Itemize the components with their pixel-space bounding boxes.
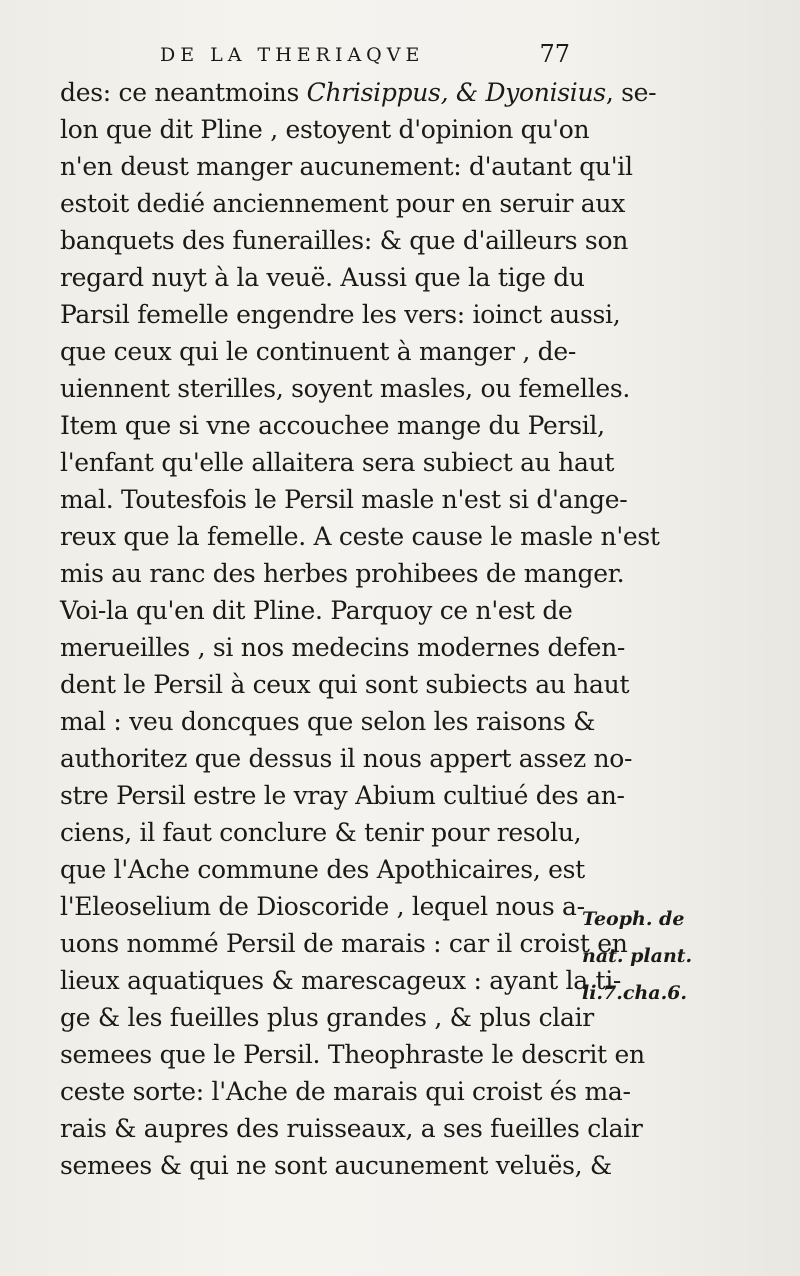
running-head: DE LA THERIAQVE (160, 44, 425, 66)
marginal-line: li.7.cha.6. (582, 982, 688, 1004)
text-line: lon que dit Pline , estoyent d'opinion qu'on (60, 115, 590, 144)
text-line: rais & aupres des ruisseaux, a ses fueilles clair (60, 1114, 643, 1143)
text-line: ciens, il faut conclure & tenir pour resolu, (60, 818, 582, 847)
marginal-note (582, 901, 712, 1012)
text-line: lieux aquatiques & marescageux : ayant la ti- (60, 966, 622, 995)
text-line: stre Persil estre le vray Abium cultiué des an- (60, 781, 625, 810)
text-line: authoritez que dessus il nous appert assez no- (60, 744, 633, 773)
text-line: mis au ranc des herbes prohibees de manger. (60, 559, 625, 588)
text-line: l'enfant qu'elle allaitera sera subiect au haut (60, 448, 615, 477)
text-line: estoit dedié anciennement pour en seruir aux (60, 189, 626, 218)
page-number: 77 (539, 40, 570, 68)
text-line: Parsil femelle engendre les vers: ioinct aussi, (60, 300, 621, 329)
text-line: uiennent sterilles, soyent masles, ou femelles. (60, 374, 631, 403)
text-line: que l'Ache commune des Apothicaires, est (60, 855, 585, 884)
text-line: semees que le Persil. Theophraste le descrit en (60, 1040, 645, 1069)
text-line: n'en deust manger aucunement: d'autant qu'il (60, 152, 633, 181)
text-line: regard nuyt à la veuë. Aussi que la tige du (60, 263, 585, 292)
text-line: Item que si vne accouchee mange du Persil, (60, 411, 605, 440)
text-line: uons nommé Persil de marais : car il croist en (60, 929, 628, 958)
text-line: semees & qui ne sont aucunement veluës, & (60, 1151, 612, 1180)
text-line: merueilles , si nos medecins modernes defen- (60, 633, 626, 662)
text-line: banquets des funerailles: & que d'ailleurs son (60, 226, 629, 255)
text-line: dent le Persil à ceux qui sont subiects au haut (60, 670, 630, 699)
marginal-line: Teoph. de (582, 908, 685, 930)
text-line: mal. Toutesfois le Persil masle n'est si d'ange- (60, 485, 628, 514)
page-header (150, 40, 570, 70)
author-names: Chrisippus, & Dyonisius (306, 78, 606, 107)
text-line: des: ce neantmoins Chrisippus, & Dyonisius, se- (60, 78, 657, 107)
text-line: que ceux qui le continuent à manger , de- (60, 337, 576, 366)
text-line: ceste sorte: l'Ache de marais qui croist és ma- (60, 1077, 631, 1106)
marginal-line: nat. plant. (582, 945, 693, 967)
text-line: ge & les fueilles plus grandes , & plus clair (60, 1003, 594, 1032)
text-line: l'Eleoselium de Dioscoride , lequel nous a- (60, 892, 585, 921)
text-line: Voi-la qu'en dit Pline. Parquoy ce n'est de (60, 596, 573, 625)
text-line: reux que la femelle. A ceste cause le masle n'est (60, 522, 660, 551)
text-line: mal : veu doncques que selon les raisons & (60, 707, 596, 736)
